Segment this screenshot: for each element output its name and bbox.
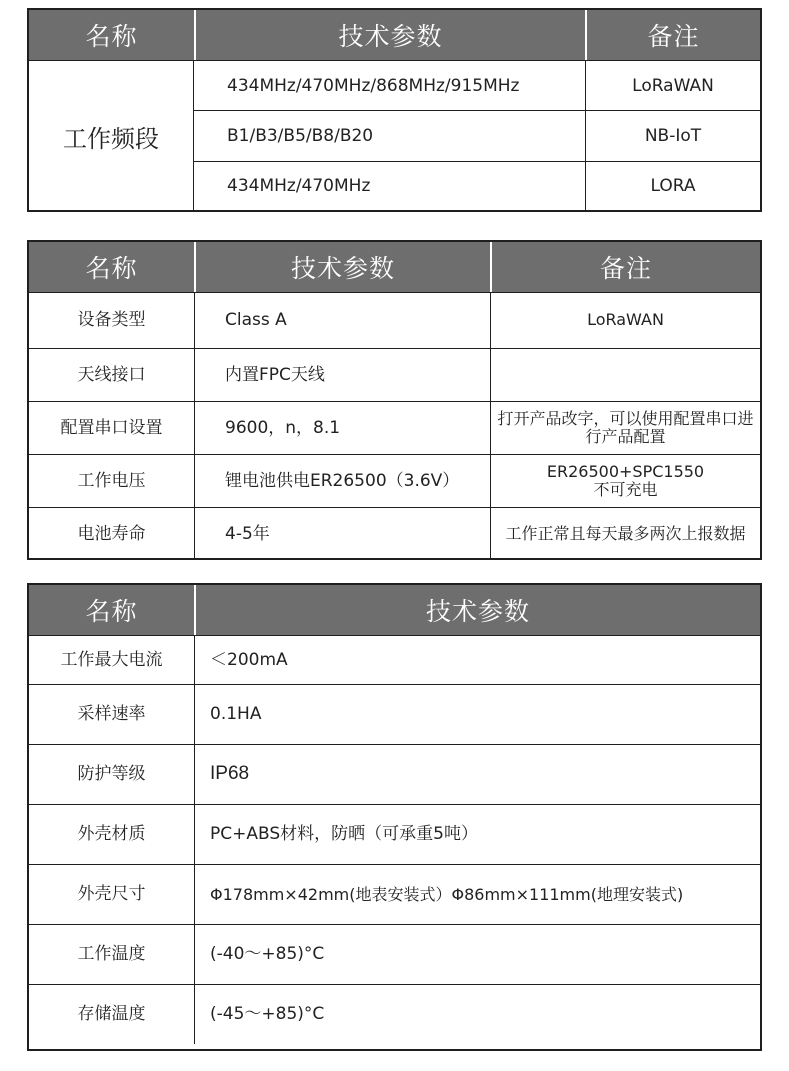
note-cell: 工作正常且每天最多两次上报数据 bbox=[490, 508, 760, 560]
param-cell: 434MHz/470MHz bbox=[227, 176, 371, 197]
note-cell: LoRaWAN bbox=[490, 293, 760, 348]
table-row bbox=[29, 924, 760, 984]
note-cell bbox=[490, 349, 760, 401]
table-header bbox=[29, 242, 760, 292]
table-row bbox=[194, 161, 760, 211]
param-cell: 4-5年 bbox=[194, 508, 490, 560]
note-cell: NB-IoT bbox=[585, 111, 760, 160]
frequency-band-table bbox=[27, 8, 762, 212]
name-cell: 防护等级 bbox=[77, 764, 146, 785]
header-params: 技术参数 bbox=[194, 10, 585, 60]
param-cell: Φ178mm×42mm(地表安装式）Φ86mm×111mm(地理安装式) bbox=[194, 865, 760, 924]
table-row bbox=[29, 507, 760, 560]
header-name: 名称 bbox=[85, 254, 138, 283]
name-cell: 设备类型 bbox=[77, 310, 146, 331]
table-row bbox=[29, 864, 760, 924]
note-cell: 打开产品改字，可以使用配置串口进行产品配置 bbox=[490, 402, 760, 454]
header-name: 名称 bbox=[85, 22, 138, 51]
param-cell: IP68 bbox=[194, 745, 760, 804]
name-cell: 存储温度 bbox=[77, 1004, 146, 1025]
device-spec-table bbox=[27, 240, 762, 560]
table-row bbox=[29, 635, 760, 684]
param-cell: 434MHz/470MHz/868MHz/915MHz bbox=[227, 75, 520, 96]
param-cell: PC+ABS材料，防晒（可承重5吨） bbox=[194, 805, 760, 864]
table-header bbox=[29, 10, 760, 60]
name-cell: 采样速率 bbox=[77, 704, 146, 725]
name-cell: 工作最大电流 bbox=[60, 649, 163, 670]
table-row bbox=[194, 110, 760, 160]
table-header bbox=[29, 585, 760, 635]
table-row bbox=[29, 401, 760, 454]
param-cell: 9600，n，8.1 bbox=[194, 402, 490, 454]
table-row bbox=[29, 804, 760, 864]
param-cell: 锂电池供电ER26500（3.6V） bbox=[194, 455, 490, 507]
note-cell: ER26500+SPC1550 不可充电 bbox=[490, 455, 760, 507]
name-cell: 工作温度 bbox=[77, 944, 146, 965]
note-cell: LoRaWAN bbox=[585, 61, 760, 110]
name-cell: 外壳尺寸 bbox=[77, 884, 146, 905]
physical-spec-table bbox=[27, 583, 762, 1051]
param-cell: 0.1HA bbox=[194, 685, 760, 744]
param-cell: B1/B3/B5/B8/B20 bbox=[227, 125, 374, 146]
header-params: 技术参数 bbox=[194, 242, 490, 292]
note-cell: LORA bbox=[585, 162, 760, 211]
table-row bbox=[29, 292, 760, 348]
header-name: 名称 bbox=[85, 597, 138, 626]
name-cell: 配置串口设置 bbox=[60, 417, 163, 438]
table-row bbox=[29, 348, 760, 401]
name-cell: 天线接口 bbox=[77, 364, 146, 385]
table-row bbox=[29, 454, 760, 507]
name-cell: 工作电压 bbox=[77, 470, 146, 491]
table-row bbox=[194, 61, 760, 110]
param-cell: Class A bbox=[194, 293, 490, 348]
param-cell: 内置FPC天线 bbox=[194, 349, 490, 401]
table-row bbox=[29, 744, 760, 804]
param-cell: (-40～+85)°C bbox=[194, 925, 760, 984]
header-params: 技术参数 bbox=[194, 585, 760, 635]
param-cell: ＜200mA bbox=[194, 636, 760, 684]
table-row bbox=[29, 684, 760, 744]
name-cell: 电池寿命 bbox=[77, 523, 146, 544]
table-row bbox=[29, 984, 760, 1044]
param-cell: (-45～+85)°C bbox=[194, 985, 760, 1044]
header-notes: 备注 bbox=[490, 242, 760, 292]
header-notes: 备注 bbox=[585, 10, 760, 60]
name-cell: 外壳材质 bbox=[77, 824, 146, 845]
row-name: 工作频段 bbox=[29, 61, 194, 211]
table-body bbox=[29, 60, 760, 211]
